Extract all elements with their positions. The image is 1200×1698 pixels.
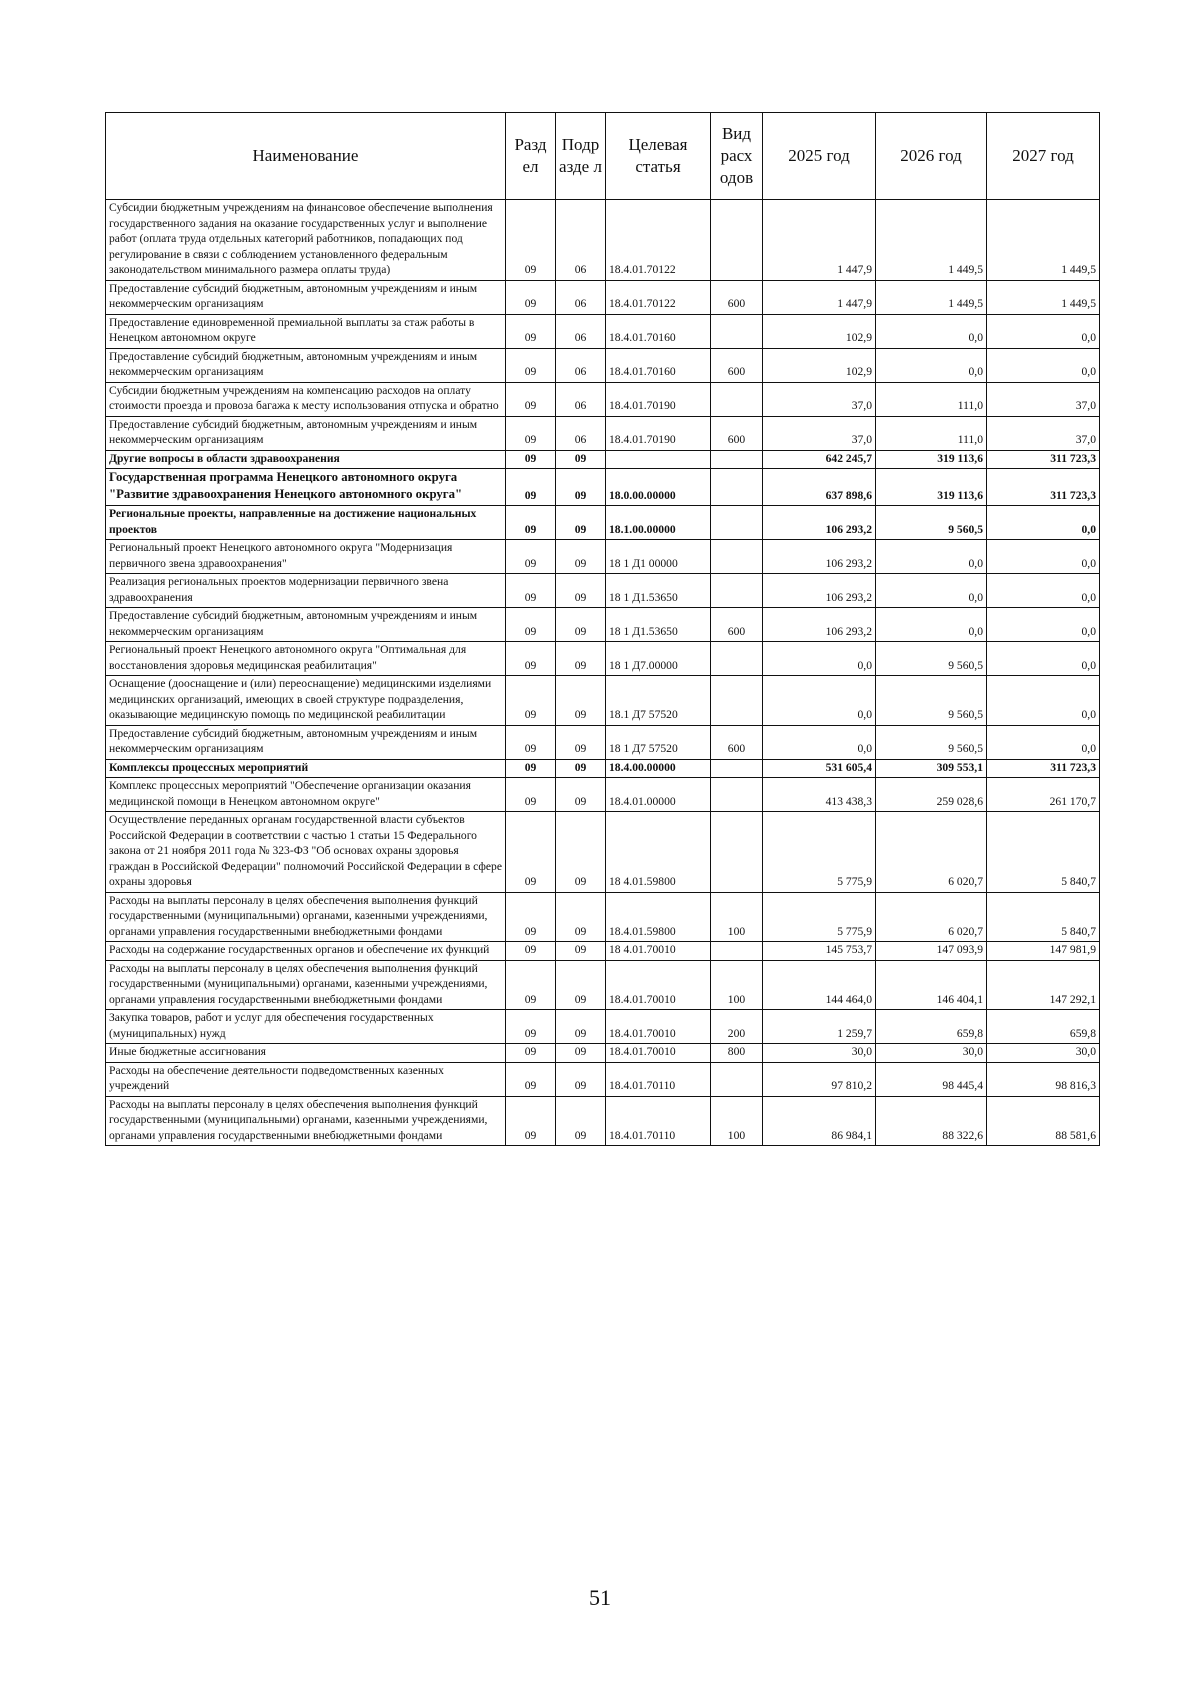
row-amount-2027: 37,0 xyxy=(987,382,1100,416)
row-razdel: 09 xyxy=(506,759,556,778)
row-amount-2025: 86 984,1 xyxy=(763,1096,876,1146)
row-amount-2026: 319 113,6 xyxy=(876,450,987,469)
row-razdel: 09 xyxy=(506,574,556,608)
row-amount-2026: 111,0 xyxy=(876,416,987,450)
row-amount-2026: 9 560,5 xyxy=(876,642,987,676)
row-amount-2027: 261 170,7 xyxy=(987,778,1100,812)
table-row xyxy=(106,382,1100,416)
row-name: Расходы на выплаты персоналу в целях обеспечения выполнения функций государственными (муниципальными) органами, казенными учреждениями, органами управления государственными внебюджетными фондами xyxy=(106,892,506,942)
row-expense-type: 100 xyxy=(711,960,763,1010)
row-razdel: 09 xyxy=(506,540,556,574)
row-amount-2027: 0,0 xyxy=(987,506,1100,540)
row-target-article: 18.4.01.70010 xyxy=(606,1010,711,1044)
row-target-article: 18 1 Д1 00000 xyxy=(606,540,711,574)
row-name: Другие вопросы в области здравоохранения xyxy=(106,450,506,469)
row-amount-2027: 311 723,3 xyxy=(987,759,1100,778)
row-amount-2025: 637 898,6 xyxy=(763,469,876,506)
row-podrazdel: 06 xyxy=(556,382,606,416)
table-row xyxy=(106,942,1100,961)
row-amount-2025: 144 464,0 xyxy=(763,960,876,1010)
header-2027: 2027 год xyxy=(987,113,1100,200)
row-target-article: 18.4.01.70122 xyxy=(606,280,711,314)
row-podrazdel: 09 xyxy=(556,469,606,506)
row-amount-2026: 659,8 xyxy=(876,1010,987,1044)
row-amount-2026: 1 449,5 xyxy=(876,200,987,281)
row-amount-2025: 1 259,7 xyxy=(763,1010,876,1044)
row-razdel: 09 xyxy=(506,642,556,676)
row-amount-2027: 1 449,5 xyxy=(987,280,1100,314)
row-expense-type xyxy=(711,200,763,281)
row-podrazdel: 09 xyxy=(556,892,606,942)
row-target-article: 18.4.01.70110 xyxy=(606,1062,711,1096)
row-razdel: 09 xyxy=(506,1096,556,1146)
row-expense-type xyxy=(711,759,763,778)
table-row xyxy=(106,450,1100,469)
row-expense-type: 600 xyxy=(711,348,763,382)
row-amount-2026: 9 560,5 xyxy=(876,506,987,540)
row-amount-2027: 0,0 xyxy=(987,348,1100,382)
row-name: Предоставление субсидий бюджетным, автономным учреждениям и иным некоммерческим организациям xyxy=(106,416,506,450)
row-amount-2027: 30,0 xyxy=(987,1044,1100,1063)
table-row xyxy=(106,506,1100,540)
row-name: Расходы на выплаты персоналу в целях обеспечения выполнения функций государственными (муниципальными) органами, казенными учреждениями, органами управления государственными внебюджетными фондами xyxy=(106,1096,506,1146)
row-expense-type: 100 xyxy=(711,1096,763,1146)
row-razdel: 09 xyxy=(506,892,556,942)
table-row xyxy=(106,642,1100,676)
row-razdel: 09 xyxy=(506,200,556,281)
row-target-article: 18.4.01.00000 xyxy=(606,778,711,812)
row-target-article: 18 1 Д1.53650 xyxy=(606,574,711,608)
row-amount-2026: 9 560,5 xyxy=(876,676,987,726)
table-row xyxy=(106,1044,1100,1063)
row-podrazdel: 06 xyxy=(556,348,606,382)
row-amount-2026: 9 560,5 xyxy=(876,725,987,759)
row-target-article: 18.1 Д7 57520 xyxy=(606,676,711,726)
row-amount-2027: 0,0 xyxy=(987,642,1100,676)
budget-table xyxy=(105,112,1100,1146)
table-row xyxy=(106,1010,1100,1044)
row-razdel: 09 xyxy=(506,280,556,314)
row-podrazdel: 09 xyxy=(556,506,606,540)
row-expense-type xyxy=(711,942,763,961)
row-amount-2027: 0,0 xyxy=(987,540,1100,574)
row-amount-2025: 102,9 xyxy=(763,348,876,382)
row-name: Закупка товаров, работ и услуг для обеспечения государственных (муниципальных) нужд xyxy=(106,1010,506,1044)
header-podrazdel: Подр азде л xyxy=(556,113,606,200)
table-row xyxy=(106,314,1100,348)
row-amount-2025: 106 293,2 xyxy=(763,540,876,574)
row-podrazdel: 09 xyxy=(556,676,606,726)
row-podrazdel: 06 xyxy=(556,416,606,450)
row-name: Предоставление субсидий бюджетным, автономным учреждениям и иным некоммерческим организациям xyxy=(106,348,506,382)
row-target-article: 18.4.01.70160 xyxy=(606,314,711,348)
row-razdel: 09 xyxy=(506,812,556,893)
row-expense-type: 100 xyxy=(711,892,763,942)
row-amount-2025: 5 775,9 xyxy=(763,812,876,893)
row-amount-2027: 147 981,9 xyxy=(987,942,1100,961)
row-razdel: 09 xyxy=(506,942,556,961)
row-razdel: 09 xyxy=(506,348,556,382)
row-podrazdel: 09 xyxy=(556,942,606,961)
row-name: Предоставление субсидий бюджетным, автономным учреждениям и иным некоммерческим организациям xyxy=(106,725,506,759)
table-row xyxy=(106,778,1100,812)
row-amount-2026: 0,0 xyxy=(876,608,987,642)
row-podrazdel: 09 xyxy=(556,450,606,469)
row-amount-2026: 88 322,6 xyxy=(876,1096,987,1146)
header-row xyxy=(106,113,1100,200)
row-razdel: 09 xyxy=(506,725,556,759)
row-amount-2026: 6 020,7 xyxy=(876,812,987,893)
row-amount-2026: 259 028,6 xyxy=(876,778,987,812)
row-amount-2027: 0,0 xyxy=(987,608,1100,642)
row-target-article: 18.1.00.00000 xyxy=(606,506,711,540)
budget-sheet xyxy=(105,112,1099,1146)
row-target-article: 18 4.01.70010 xyxy=(606,942,711,961)
row-target-article: 18.0.00.00000 xyxy=(606,469,711,506)
row-razdel: 09 xyxy=(506,314,556,348)
header-2026: 2026 год xyxy=(876,113,987,200)
row-razdel: 09 xyxy=(506,608,556,642)
row-expense-type xyxy=(711,314,763,348)
row-amount-2026: 0,0 xyxy=(876,314,987,348)
row-podrazdel: 09 xyxy=(556,608,606,642)
row-podrazdel: 09 xyxy=(556,960,606,1010)
table-row xyxy=(106,812,1100,893)
row-expense-type: 800 xyxy=(711,1044,763,1063)
row-amount-2026: 111,0 xyxy=(876,382,987,416)
row-name: Предоставление единовременной премиальной выплаты за стаж работы в Ненецком автономном округе xyxy=(106,314,506,348)
row-amount-2025: 0,0 xyxy=(763,725,876,759)
row-expense-type xyxy=(711,642,763,676)
row-expense-type xyxy=(711,1062,763,1096)
row-amount-2027: 147 292,1 xyxy=(987,960,1100,1010)
row-podrazdel: 09 xyxy=(556,540,606,574)
table-row xyxy=(106,608,1100,642)
row-amount-2025: 106 293,2 xyxy=(763,608,876,642)
row-name: Реализация региональных проектов модернизации первичного звена здравоохранения xyxy=(106,574,506,608)
row-razdel: 09 xyxy=(506,469,556,506)
row-target-article: 18.4.01.70190 xyxy=(606,382,711,416)
row-amount-2026: 0,0 xyxy=(876,348,987,382)
row-name: Региональные проекты, направленные на достижение национальных проектов xyxy=(106,506,506,540)
table-row xyxy=(106,676,1100,726)
table-row xyxy=(106,469,1100,506)
row-podrazdel: 06 xyxy=(556,200,606,281)
row-expense-type xyxy=(711,506,763,540)
row-target-article: 18.4.01.59800 xyxy=(606,892,711,942)
row-amount-2027: 37,0 xyxy=(987,416,1100,450)
row-podrazdel: 09 xyxy=(556,778,606,812)
row-amount-2026: 98 445,4 xyxy=(876,1062,987,1096)
row-name: Комплекс процессных мероприятий "Обеспечение организации оказания медицинской помощи в Ненецком автономном округе" xyxy=(106,778,506,812)
row-podrazdel: 09 xyxy=(556,574,606,608)
row-name: Предоставление субсидий бюджетным, автономным учреждениям и иным некоммерческим организациям xyxy=(106,280,506,314)
row-target-article: 18 4.01.59800 xyxy=(606,812,711,893)
row-amount-2025: 642 245,7 xyxy=(763,450,876,469)
row-razdel: 09 xyxy=(506,960,556,1010)
row-expense-type xyxy=(711,540,763,574)
table-row xyxy=(106,200,1100,281)
row-amount-2025: 5 775,9 xyxy=(763,892,876,942)
row-name: Иные бюджетные ассигнования xyxy=(106,1044,506,1063)
row-amount-2027: 0,0 xyxy=(987,725,1100,759)
row-podrazdel: 06 xyxy=(556,314,606,348)
row-amount-2027: 659,8 xyxy=(987,1010,1100,1044)
header-target: Целевая статья xyxy=(606,113,711,200)
row-target-article: 18.4.00.00000 xyxy=(606,759,711,778)
row-amount-2027: 88 581,6 xyxy=(987,1096,1100,1146)
row-expense-type xyxy=(711,778,763,812)
row-target-article: 18.4.01.70010 xyxy=(606,960,711,1010)
row-amount-2026: 6 020,7 xyxy=(876,892,987,942)
row-razdel: 09 xyxy=(506,416,556,450)
row-razdel: 09 xyxy=(506,1010,556,1044)
row-amount-2025: 37,0 xyxy=(763,416,876,450)
row-name: Предоставление субсидий бюджетным, автономным учреждениям и иным некоммерческим организациям xyxy=(106,608,506,642)
row-amount-2026: 0,0 xyxy=(876,574,987,608)
row-target-article: 18 1 Д7 57520 xyxy=(606,725,711,759)
row-target-article xyxy=(606,450,711,469)
row-razdel: 09 xyxy=(506,450,556,469)
table-row xyxy=(106,892,1100,942)
row-amount-2025: 0,0 xyxy=(763,642,876,676)
row-name: Региональный проект Ненецкого автономного округа "Модернизация первичного звена здравоохранения" xyxy=(106,540,506,574)
row-podrazdel: 09 xyxy=(556,812,606,893)
row-target-article: 18.4.01.70190 xyxy=(606,416,711,450)
table-row xyxy=(106,759,1100,778)
table-row xyxy=(106,1062,1100,1096)
row-podrazdel: 09 xyxy=(556,1096,606,1146)
row-podrazdel: 09 xyxy=(556,759,606,778)
row-amount-2025: 531 605,4 xyxy=(763,759,876,778)
row-razdel: 09 xyxy=(506,778,556,812)
row-amount-2026: 309 553,1 xyxy=(876,759,987,778)
row-amount-2027: 98 816,3 xyxy=(987,1062,1100,1096)
row-expense-type xyxy=(711,469,763,506)
row-amount-2027: 1 449,5 xyxy=(987,200,1100,281)
row-expense-type: 600 xyxy=(711,280,763,314)
row-name: Осуществление переданных органам государственной власти субъектов Российской Федерации в соответствии с частью 1 статьи 15 Федерального закона от 21 ноября 2011 года № 323-ФЗ "Об основах охраны здоровья граждан в Российской Федерации" полномочий Российской Федерации в сфере охраны здоровья xyxy=(106,812,506,893)
row-amount-2025: 413 438,3 xyxy=(763,778,876,812)
row-expense-type xyxy=(711,574,763,608)
row-amount-2026: 147 093,9 xyxy=(876,942,987,961)
row-amount-2026: 30,0 xyxy=(876,1044,987,1063)
row-name: Расходы на содержание государственных органов и обеспечение их функций xyxy=(106,942,506,961)
row-razdel: 09 xyxy=(506,676,556,726)
row-amount-2026: 0,0 xyxy=(876,540,987,574)
row-expense-type: 600 xyxy=(711,416,763,450)
row-razdel: 09 xyxy=(506,382,556,416)
row-expense-type: 200 xyxy=(711,1010,763,1044)
row-amount-2025: 102,9 xyxy=(763,314,876,348)
table-row xyxy=(106,960,1100,1010)
row-amount-2027: 5 840,7 xyxy=(987,892,1100,942)
row-podrazdel: 09 xyxy=(556,642,606,676)
row-name: Расходы на выплаты персоналу в целях обеспечения выполнения функций государственными (муниципальными) органами, казенными учреждениями, органами управления государственными внебюджетными фондами xyxy=(106,960,506,1010)
row-amount-2027: 311 723,3 xyxy=(987,469,1100,506)
row-amount-2025: 1 447,9 xyxy=(763,200,876,281)
row-target-article: 18.4.01.70010 xyxy=(606,1044,711,1063)
row-razdel: 09 xyxy=(506,1062,556,1096)
row-podrazdel: 09 xyxy=(556,1062,606,1096)
table-row xyxy=(106,1096,1100,1146)
row-amount-2025: 97 810,2 xyxy=(763,1062,876,1096)
row-amount-2026: 319 113,6 xyxy=(876,469,987,506)
row-amount-2027: 5 840,7 xyxy=(987,812,1100,893)
row-expense-type xyxy=(711,676,763,726)
row-razdel: 09 xyxy=(506,1044,556,1063)
row-amount-2027: 0,0 xyxy=(987,574,1100,608)
row-name: Комплексы процессных мероприятий xyxy=(106,759,506,778)
table-row xyxy=(106,348,1100,382)
row-name: Региональный проект Ненецкого автономного округа "Оптимальная для восстановления здоровья медицинская реабилитация" xyxy=(106,642,506,676)
row-podrazdel: 06 xyxy=(556,280,606,314)
row-amount-2025: 106 293,2 xyxy=(763,506,876,540)
row-amount-2025: 0,0 xyxy=(763,676,876,726)
row-amount-2025: 106 293,2 xyxy=(763,574,876,608)
row-target-article: 18 1 Д7.00000 xyxy=(606,642,711,676)
row-expense-type xyxy=(711,382,763,416)
row-razdel: 09 xyxy=(506,506,556,540)
row-expense-type xyxy=(711,812,763,893)
row-podrazdel: 09 xyxy=(556,1044,606,1063)
page-number: 51 xyxy=(589,1585,611,1610)
row-target-article: 18.4.01.70110 xyxy=(606,1096,711,1146)
table-row xyxy=(106,725,1100,759)
row-expense-type xyxy=(711,450,763,469)
row-amount-2025: 30,0 xyxy=(763,1044,876,1063)
row-amount-2025: 1 447,9 xyxy=(763,280,876,314)
table-row xyxy=(106,574,1100,608)
row-amount-2027: 0,0 xyxy=(987,676,1100,726)
row-amount-2026: 1 449,5 xyxy=(876,280,987,314)
row-amount-2027: 311 723,3 xyxy=(987,450,1100,469)
row-name: Субсидии бюджетным учреждениям на финансовое обеспечение выполнения государственного задания на оказание государственных услуг и выполнение работ (оплата труда отдельных категорий работников, попадающих под регулирование в связи с соблюдением установленного федеральным законодательством минимального размера оплаты труда) xyxy=(106,200,506,281)
header-razdel: Разд ел xyxy=(506,113,556,200)
row-name: Оснащение (дооснащение и (или) переоснащение) медицинскими изделиями медицинских организаций, имеющих в своей структуре подразделения, оказывающие медицинскую помощь по медицинской реабилитации xyxy=(106,676,506,726)
row-expense-type: 600 xyxy=(711,608,763,642)
row-target-article: 18.4.01.70160 xyxy=(606,348,711,382)
table-row xyxy=(106,416,1100,450)
row-amount-2025: 145 753,7 xyxy=(763,942,876,961)
row-name: Государственная программа Ненецкого автономного округа "Развитие здравоохранения Ненецкого автономного округа" xyxy=(106,469,506,506)
table-row xyxy=(106,540,1100,574)
header-vid: Вид расх одов xyxy=(711,113,763,200)
row-amount-2026: 146 404,1 xyxy=(876,960,987,1010)
header-2025: 2025 год xyxy=(763,113,876,200)
row-target-article: 18.4.01.70122 xyxy=(606,200,711,281)
row-podrazdel: 09 xyxy=(556,725,606,759)
row-podrazdel: 09 xyxy=(556,1010,606,1044)
row-amount-2027: 0,0 xyxy=(987,314,1100,348)
row-expense-type: 600 xyxy=(711,725,763,759)
row-name: Расходы на обеспечение деятельности подведомственных казенных учреждений xyxy=(106,1062,506,1096)
header-name: Наименование xyxy=(106,113,506,200)
table-row xyxy=(106,280,1100,314)
row-name: Субсидии бюджетным учреждениям на компенсацию расходов на оплату стоимости проезда и провоза багажа к месту использования отпуска и обратно xyxy=(106,382,506,416)
row-amount-2025: 37,0 xyxy=(763,382,876,416)
row-target-article: 18 1 Д1.53650 xyxy=(606,608,711,642)
